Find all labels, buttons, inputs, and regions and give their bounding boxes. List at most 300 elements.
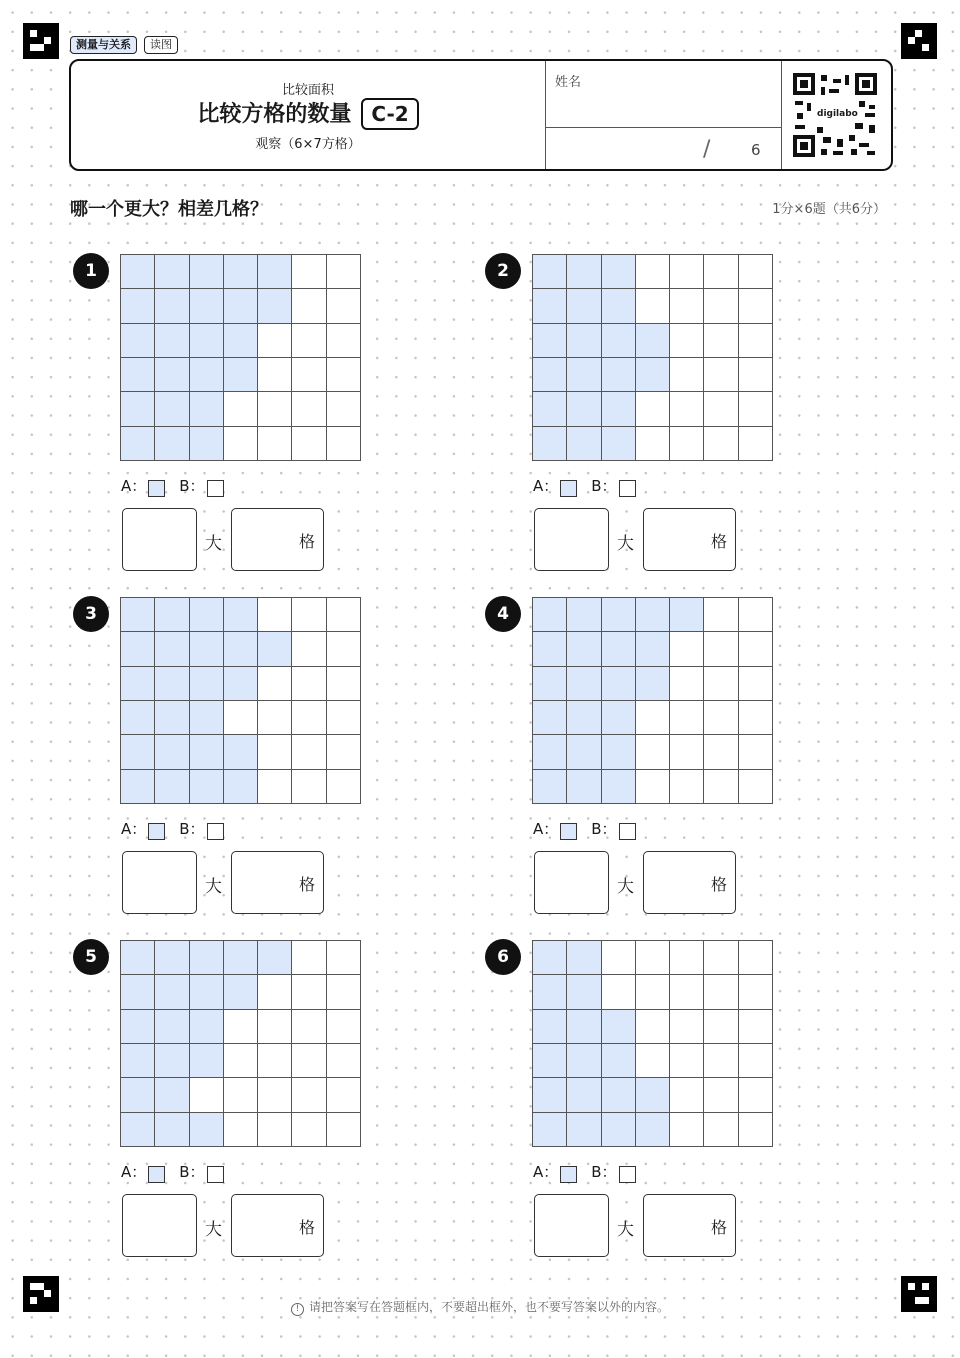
grid-cell-a — [121, 735, 155, 769]
points-text: 1分×6题（共6分） — [772, 202, 886, 217]
legend-b-swatch — [619, 480, 636, 497]
grid-cell-b — [327, 427, 361, 461]
grid-cell-a — [190, 255, 224, 289]
grid-cell-a — [533, 975, 567, 1009]
grid-cell-b — [258, 427, 292, 461]
grid-cell-b — [224, 1010, 258, 1044]
grid-cell-b — [670, 1044, 704, 1078]
grid-cell-a — [190, 1113, 224, 1147]
grid-cell-b — [327, 1044, 361, 1078]
grid-cell-b — [636, 427, 670, 461]
grid-cell-b — [704, 255, 738, 289]
grid-cell-b — [292, 770, 326, 804]
grid-cell-b — [670, 392, 704, 426]
grid-cell-b — [258, 1044, 292, 1078]
legend-a-label: A： — [533, 820, 559, 838]
grid-cell-b — [704, 1078, 738, 1112]
comparison-grid — [120, 940, 361, 1147]
question-text: 哪一个更大？相差几格？ — [70, 199, 268, 220]
comparison-grid — [120, 254, 361, 461]
grid-cell-b — [292, 667, 326, 701]
grid-cell-b — [602, 941, 636, 975]
legend-a-swatch — [148, 823, 165, 840]
comparison-grid — [532, 940, 773, 1147]
grid-cell-b — [258, 701, 292, 735]
grid-cell-a — [567, 667, 601, 701]
grid-cell-b — [739, 667, 773, 701]
grid-cell-a — [602, 358, 636, 392]
problem-number: 5 — [73, 939, 109, 975]
grid-cell-b — [670, 770, 704, 804]
grid-cell-b — [224, 1044, 258, 1078]
answer-difference-box[interactable] — [643, 508, 736, 571]
grid-cell-a — [258, 632, 292, 666]
grid-cell-b — [327, 735, 361, 769]
answer-letter-box[interactable] — [534, 851, 609, 914]
grid-cell-b — [739, 701, 773, 735]
grid-cell-a — [121, 941, 155, 975]
grid-cell-a — [567, 392, 601, 426]
grid-cell-a — [190, 392, 224, 426]
grid-cell-b — [670, 427, 704, 461]
grid-cell-b — [327, 598, 361, 632]
unit-label: 格 — [710, 875, 727, 894]
grid-cell-b — [704, 1044, 738, 1078]
grid-cell-b — [602, 975, 636, 1009]
answer-letter-box[interactable] — [122, 508, 197, 571]
grid-cell-a — [121, 632, 155, 666]
grid-cell-b — [670, 1113, 704, 1147]
grid-cell-a — [533, 1010, 567, 1044]
grid-cell-a — [121, 701, 155, 735]
grid-cell-b — [292, 255, 326, 289]
grid-cell-a — [155, 632, 189, 666]
grid-cell-b — [292, 1010, 326, 1044]
legend — [533, 818, 650, 840]
grid-cell-b — [636, 392, 670, 426]
grid-cell-b — [258, 735, 292, 769]
legend-b-swatch — [207, 480, 224, 497]
grid-cell-a — [121, 358, 155, 392]
grid-cell-a — [602, 324, 636, 358]
grid-cell-a — [567, 1010, 601, 1044]
unit-label: 格 — [710, 532, 727, 551]
grid-cell-b — [292, 392, 326, 426]
grid-cell-a — [602, 770, 636, 804]
legend-a-swatch — [148, 480, 165, 497]
legend — [533, 1161, 650, 1183]
grid-cell-b — [327, 1010, 361, 1044]
legend — [121, 1161, 238, 1183]
score-slash: / — [703, 137, 711, 162]
footer-note — [0, 1298, 960, 1316]
grid-cell-b — [258, 667, 292, 701]
grid-cell-a — [567, 975, 601, 1009]
bigger-label: 大 — [205, 1220, 222, 1240]
answer-difference-box[interactable] — [231, 508, 324, 571]
grid-cell-b — [670, 701, 704, 735]
grid-cell-a — [121, 1113, 155, 1147]
grid-cell-b — [258, 392, 292, 426]
grid-cell-a — [190, 1010, 224, 1044]
grid-cell-a — [533, 701, 567, 735]
grid-cell-a — [636, 1113, 670, 1147]
grid-cell-b — [670, 289, 704, 323]
legend-b-swatch — [207, 823, 224, 840]
grid-cell-b — [327, 255, 361, 289]
grid-cell-b — [292, 632, 326, 666]
score-field[interactable] — [547, 129, 697, 165]
grid-cell-a — [636, 358, 670, 392]
problem-2 — [485, 253, 785, 583]
grid-cell-a — [636, 1078, 670, 1112]
grid-cell-b — [292, 975, 326, 1009]
grid-cell-a — [121, 1044, 155, 1078]
grid-cell-b — [292, 289, 326, 323]
grid-cell-a — [533, 1078, 567, 1112]
grid-cell-a — [602, 255, 636, 289]
grid-cell-b — [670, 1078, 704, 1112]
grid-cell-b — [704, 941, 738, 975]
grid-cell-a — [155, 598, 189, 632]
grid-cell-a — [602, 701, 636, 735]
unit-label: 格 — [298, 532, 315, 551]
grid-cell-a — [121, 427, 155, 461]
answer-difference-box[interactable] — [231, 851, 324, 914]
grid-cell-b — [739, 427, 773, 461]
legend-a-swatch — [148, 1166, 165, 1183]
grid-cell-b — [670, 358, 704, 392]
grid-cell-b — [258, 598, 292, 632]
grid-cell-a — [533, 632, 567, 666]
grid-cell-a — [155, 1078, 189, 1112]
grid-cell-b — [704, 598, 738, 632]
grid-cell-b — [636, 941, 670, 975]
grid-cell-b — [224, 427, 258, 461]
problem-number: 4 — [485, 596, 521, 632]
grid-cell-a — [121, 667, 155, 701]
worksheet-subtitle: 比较面积 — [281, 83, 334, 98]
grid-cell-a — [533, 255, 567, 289]
grid-cell-a — [636, 598, 670, 632]
grid-cell-b — [704, 701, 738, 735]
grid-cell-a — [533, 735, 567, 769]
grid-cell-b — [292, 1078, 326, 1112]
legend-b-swatch — [207, 1166, 224, 1183]
grid-cell-a — [190, 735, 224, 769]
grid-cell-b — [739, 941, 773, 975]
score-total: 6 — [751, 141, 761, 159]
grid-cell-a — [121, 1010, 155, 1044]
bigger-label: 大 — [617, 1220, 634, 1240]
grid-cell-b — [704, 975, 738, 1009]
grid-cell-a — [190, 941, 224, 975]
worksheet-header — [69, 59, 893, 171]
grid-cell-a — [155, 667, 189, 701]
legend-a-label: A： — [121, 477, 147, 495]
grid-cell-a — [121, 598, 155, 632]
grid-cell-a — [155, 427, 189, 461]
grid-cell-a — [155, 701, 189, 735]
grid-cell-b — [292, 324, 326, 358]
grid-cell-b — [327, 941, 361, 975]
problem-5 — [73, 939, 373, 1269]
legend-a-label: A： — [533, 477, 559, 495]
grid-cell-b — [292, 427, 326, 461]
grid-cell-b — [670, 1010, 704, 1044]
grid-cell-a — [567, 701, 601, 735]
grid-cell-b — [704, 632, 738, 666]
grid-cell-b — [704, 735, 738, 769]
unit-label: 格 — [298, 1218, 315, 1237]
grid-cell-b — [739, 324, 773, 358]
grid-cell-b — [636, 1010, 670, 1044]
grid-cell-b — [704, 289, 738, 323]
grid-cell-a — [533, 667, 567, 701]
grid-cell-b — [292, 941, 326, 975]
grid-cell-b — [670, 324, 704, 358]
grid-cell-a — [567, 941, 601, 975]
grid-cell-b — [670, 667, 704, 701]
problem-number: 1 — [73, 253, 109, 289]
answer-difference-box[interactable] — [643, 851, 736, 914]
type-tag: 读图 — [144, 36, 178, 54]
grid-cell-a — [533, 358, 567, 392]
grid-cell-a — [224, 598, 258, 632]
worksheet-code: C-2 — [361, 98, 418, 130]
grid-cell-b — [636, 975, 670, 1009]
grid-cell-b — [739, 255, 773, 289]
info-icon: ! — [291, 1303, 304, 1316]
grid-cell-a — [258, 289, 292, 323]
problem-number: 3 — [73, 596, 109, 632]
grid-cell-b — [292, 735, 326, 769]
grid-cell-b — [739, 632, 773, 666]
problem-6 — [485, 939, 785, 1269]
bigger-label: 大 — [617, 877, 634, 897]
grid-cell-a — [533, 1113, 567, 1147]
legend-b-swatch — [619, 1166, 636, 1183]
legend-a-swatch — [560, 480, 577, 497]
grid-cell-a — [190, 667, 224, 701]
grid-cell-b — [327, 701, 361, 735]
grid-cell-b — [258, 358, 292, 392]
grid-cell-a — [190, 632, 224, 666]
grid-cell-a — [533, 392, 567, 426]
grid-cell-a — [602, 1078, 636, 1112]
grid-cell-b — [670, 735, 704, 769]
grid-cell-a — [567, 1044, 601, 1078]
grid-cell-b — [739, 598, 773, 632]
grid-cell-b — [636, 735, 670, 769]
footer-text: 请把答案写在答题框内，不要超出框外，也不要写答案以外的内容。 — [308, 1300, 669, 1314]
grid-cell-a — [224, 770, 258, 804]
legend-b-label: B： — [179, 1163, 205, 1181]
grid-cell-b — [258, 1078, 292, 1112]
grid-cell-b — [704, 358, 738, 392]
grid-cell-a — [155, 1113, 189, 1147]
grid-cell-a — [567, 735, 601, 769]
grid-cell-a — [155, 289, 189, 323]
grid-cell-a — [155, 975, 189, 1009]
grid-cell-b — [739, 358, 773, 392]
answer-difference-box[interactable] — [231, 1194, 324, 1257]
legend — [121, 475, 238, 497]
grid-cell-a — [224, 632, 258, 666]
grid-cell-b — [327, 358, 361, 392]
grid-cell-a — [533, 289, 567, 323]
grid-cell-b — [739, 392, 773, 426]
grid-cell-a — [155, 941, 189, 975]
grid-cell-b — [292, 598, 326, 632]
grid-cell-a — [602, 598, 636, 632]
grid-cell-a — [602, 392, 636, 426]
grid-cell-a — [602, 427, 636, 461]
grid-cell-a — [190, 427, 224, 461]
grid-cell-a — [121, 1078, 155, 1112]
grid-cell-b — [739, 1078, 773, 1112]
answer-letter-box[interactable] — [122, 1194, 197, 1257]
problem-3 — [73, 596, 373, 926]
grid-cell-b — [327, 1078, 361, 1112]
grid-cell-b — [327, 1113, 361, 1147]
grid-cell-a — [567, 358, 601, 392]
grid-cell-a — [567, 598, 601, 632]
grid-cell-a — [602, 289, 636, 323]
grid-cell-b — [704, 392, 738, 426]
grid-cell-b — [327, 770, 361, 804]
grid-cell-b — [327, 324, 361, 358]
grid-cell-b — [292, 701, 326, 735]
grid-cell-a — [567, 632, 601, 666]
grid-cell-a — [224, 324, 258, 358]
answer-letter-box[interactable] — [534, 508, 609, 571]
bigger-label: 大 — [205, 534, 222, 554]
grid-cell-a — [155, 324, 189, 358]
problem-number: 6 — [485, 939, 521, 975]
grid-cell-b — [636, 701, 670, 735]
grid-cell-a — [258, 941, 292, 975]
answer-letter-box[interactable] — [122, 851, 197, 914]
grid-cell-b — [636, 255, 670, 289]
grid-cell-b — [636, 289, 670, 323]
legend-b-label: B： — [591, 1163, 617, 1181]
grid-cell-a — [567, 324, 601, 358]
grid-cell-b — [327, 289, 361, 323]
grid-cell-b — [704, 1113, 738, 1147]
worksheet-title — [71, 97, 545, 130]
grid-cell-b — [224, 1113, 258, 1147]
grid-cell-b — [327, 975, 361, 1009]
unit-label: 格 — [710, 1218, 727, 1237]
grid-cell-a — [190, 701, 224, 735]
grid-cell-a — [670, 598, 704, 632]
grid-cell-a — [121, 392, 155, 426]
grid-cell-a — [121, 289, 155, 323]
grid-cell-a — [533, 598, 567, 632]
grid-cell-b — [258, 1010, 292, 1044]
grid-cell-a — [602, 632, 636, 666]
grid-cell-b — [258, 770, 292, 804]
grid-cell-b — [670, 941, 704, 975]
name-label: 姓名 — [555, 75, 582, 90]
grid-cell-b — [704, 324, 738, 358]
grid-cell-a — [224, 255, 258, 289]
grid-cell-b — [258, 1113, 292, 1147]
legend-a-swatch — [560, 823, 577, 840]
grid-cell-a — [121, 255, 155, 289]
grid-cell-a — [533, 1044, 567, 1078]
grid-cell-b — [704, 427, 738, 461]
name-field[interactable] — [547, 91, 779, 125]
grid-cell-b — [739, 1010, 773, 1044]
grid-cell-a — [533, 770, 567, 804]
grid-cell-a — [155, 1044, 189, 1078]
grid-cell-a — [636, 324, 670, 358]
grid-cell-b — [292, 1113, 326, 1147]
grid-cell-a — [602, 735, 636, 769]
answer-difference-box[interactable] — [643, 1194, 736, 1257]
grid-cell-a — [602, 1044, 636, 1078]
grid-cell-a — [567, 1113, 601, 1147]
grid-cell-b — [636, 1044, 670, 1078]
grid-cell-a — [567, 289, 601, 323]
grid-cell-b — [190, 1078, 224, 1112]
worksheet-description: 观察（6×7方格） — [255, 137, 361, 152]
legend-b-swatch — [619, 823, 636, 840]
legend-b-label: B： — [591, 820, 617, 838]
grid-cell-b — [739, 735, 773, 769]
grid-cell-a — [602, 1010, 636, 1044]
grid-cell-a — [258, 255, 292, 289]
grid-cell-a — [533, 324, 567, 358]
grid-cell-a — [224, 667, 258, 701]
grid-cell-a — [155, 358, 189, 392]
grid-cell-a — [602, 667, 636, 701]
grid-cell-b — [739, 1113, 773, 1147]
grid-cell-b — [327, 632, 361, 666]
grid-cell-a — [190, 324, 224, 358]
grid-cell-b — [292, 358, 326, 392]
grid-cell-a — [567, 427, 601, 461]
category-tag: 测量与关系 — [70, 36, 137, 54]
grid-cell-b — [704, 1010, 738, 1044]
grid-cell-b — [224, 1078, 258, 1112]
grid-cell-a — [190, 770, 224, 804]
grid-cell-a — [190, 1044, 224, 1078]
grid-cell-b — [739, 289, 773, 323]
grid-cell-b — [704, 667, 738, 701]
corner-marker-top-left — [23, 23, 59, 59]
grid-cell-a — [155, 1010, 189, 1044]
grid-cell-a — [121, 975, 155, 1009]
grid-cell-b — [292, 1044, 326, 1078]
corner-marker-top-right — [901, 23, 937, 59]
grid-cell-b — [258, 324, 292, 358]
grid-cell-a — [155, 255, 189, 289]
answer-letter-box[interactable] — [534, 1194, 609, 1257]
grid-cell-a — [121, 324, 155, 358]
legend-a-swatch — [560, 1166, 577, 1183]
grid-cell-a — [636, 632, 670, 666]
legend-a-label: A： — [121, 1163, 147, 1181]
bigger-label: 大 — [617, 534, 634, 554]
title-text: 比较方格的数量 — [197, 102, 352, 127]
grid-cell-b — [739, 975, 773, 1009]
grid-cell-a — [224, 358, 258, 392]
grid-cell-a — [155, 735, 189, 769]
qr-label: digilabo — [817, 109, 858, 119]
